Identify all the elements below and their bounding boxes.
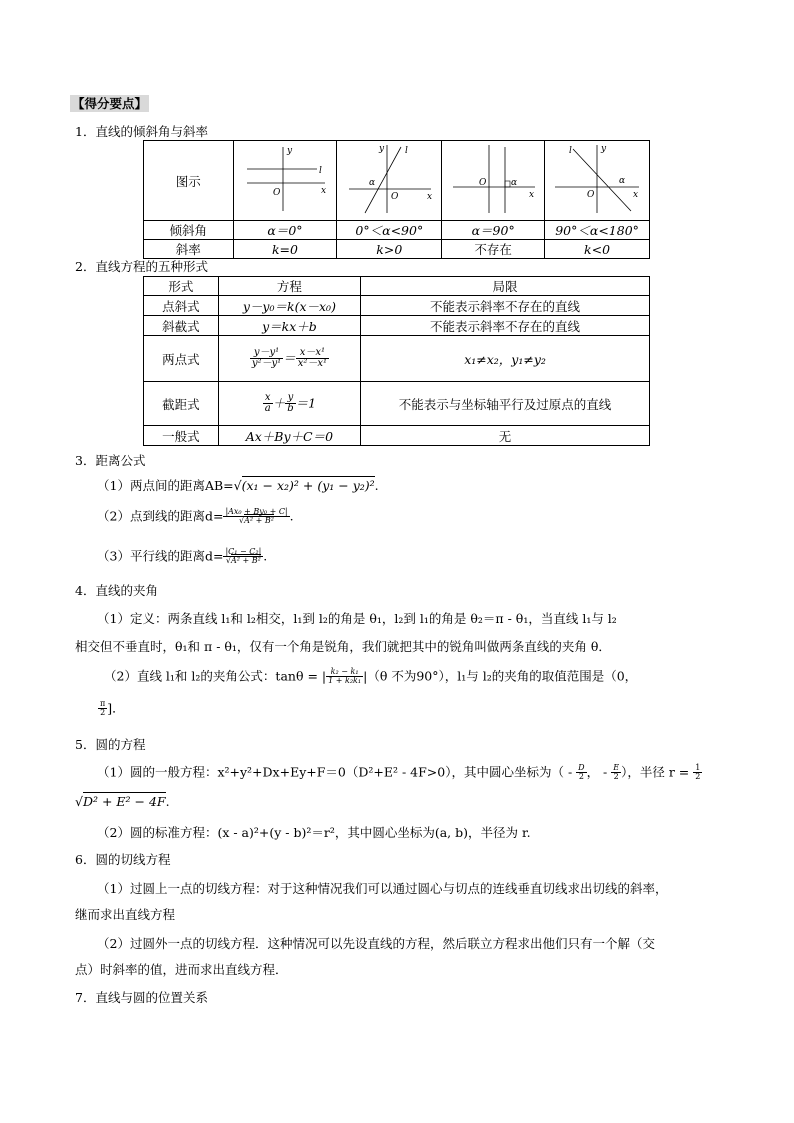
circle-general: （1）圆的一般方程：x²+y²+Dx+Ey+F＝0（D²+E² - 4F>0），其中圆心坐标为（ - $\frac{D}{2}$ ， - $\frac{E}{2}$ ），半径 r = $\frac{1}{2}$	[97, 763, 701, 782]
heading-5: 5．圆的方程	[75, 737, 146, 752]
eq-cell: $\frac{\text{y－y¹}}{\text{y²－y¹}}$ ＝ $\frac{\text{x－x¹}}{\text{x²－x¹}}$	[218, 336, 360, 382]
line-l-label: l	[405, 146, 409, 156]
axis-x-label: x	[633, 190, 639, 200]
circle-standard: （2）圆的标准方程：(x - a)²+(y - b)²＝r²，其中圆心坐标为(a, b)，半径为 r.	[97, 825, 531, 840]
graph-positive	[337, 141, 442, 221]
form-cell: 点斜式	[144, 296, 219, 316]
axis-y-label: y	[379, 144, 385, 154]
graph-negative	[545, 141, 650, 221]
eq-cell: y＝kx＋b	[218, 316, 360, 336]
origin-label: O	[391, 192, 399, 202]
cell-slope-1: k>0	[337, 240, 442, 259]
fraction: $\frac{E}{2}$	[613, 763, 620, 782]
axis-x-label: x	[427, 192, 433, 202]
heading-1: 1．直线的倾斜角与斜率	[75, 124, 208, 139]
axis-x-label: x	[529, 190, 535, 200]
form-cell: 斜截式	[144, 316, 219, 336]
origin-label: O	[587, 190, 595, 200]
distance-two-points: （1）两点间的距离AB=√(x₁ − x₂)² + (y₁ − y₂)².	[97, 478, 379, 493]
graph-positive-svg	[339, 141, 439, 217]
graph-horizontal-svg	[235, 141, 335, 217]
table-row	[144, 316, 650, 336]
graph-horizontal	[233, 141, 337, 221]
distance-point-line: （2）点到线的距离d= $\frac{\text{|Ax₀ + By₀ + C|}}{\text{√A² + B²}}$ .	[97, 507, 294, 526]
line-l-label: l	[569, 146, 572, 156]
fraction: $\frac{\text{|C₁ − C₂|}}{\text{√A² + B²}}$	[225, 547, 262, 566]
section-tag: 【得分要点】	[72, 96, 148, 111]
tangent-line1: （1）过圆上一点的切线方程：对于这种情况我们可以通过圆心与切点的连线垂直切线求出切线的斜率，	[97, 881, 668, 896]
table-row	[144, 426, 650, 446]
fraction: $\frac{\text{|Ax₀ + By₀ + C|}}{\text{√A² + B²}}$	[225, 507, 288, 526]
fraction: $\frac{\text{x－x¹}}{\text{x²－x¹}}$	[297, 346, 327, 369]
distance-parallel: （3）平行线的距离d= $\frac{\text{|C₁ − C₂|}}{\text{√A² + B²}}$ .	[97, 547, 268, 566]
fraction: $\frac{y}{b}$	[287, 391, 294, 414]
form-cell: 截距式	[144, 382, 219, 426]
form-cell: 两点式	[144, 336, 219, 382]
fraction: $\frac{D}{2}$	[578, 763, 585, 782]
graph-negative-svg	[547, 141, 647, 217]
angle-formula: （2）直线 l₁和 l₂的夹角公式：tanθ = | $\frac{\text{k₂ − k₁}}{\text{1 + k₂k₁}}$ |（θ 不为90°），l₁与 l₂的夹角的取值范围是（0，	[104, 667, 638, 686]
fraction: $\frac{\text{k₂ − k₁}}{\text{1 + k₂k₁}}$	[328, 667, 362, 686]
tangent-line2: 继而求出直线方程	[75, 907, 176, 922]
heading-7: 7．直线与圆的位置关系	[75, 990, 208, 1005]
eq-cell: Ax＋By＋C＝0	[218, 426, 360, 446]
eq-cell: $\frac{x}{a}$ ＋ $\frac{y}{b}$ ＝1	[218, 382, 360, 426]
limit-cell: 不能表示与坐标轴平行及过原点的直线	[361, 382, 650, 426]
heading-3: 3．距离公式	[75, 453, 146, 468]
tangent-line4: 点）时斜率的值，进而求出直线方程．	[75, 962, 288, 977]
table-row	[144, 296, 650, 316]
cell-slope-label: 斜率	[144, 240, 234, 259]
axis-x-label: x	[320, 186, 327, 196]
heading-4: 4．直线的夹角	[75, 583, 158, 598]
cell-angle-2: α＝90°	[442, 221, 545, 240]
graph-vertical-svg	[443, 141, 543, 217]
header-limit: 局限	[361, 277, 650, 296]
header-form: 形式	[144, 277, 219, 296]
angle-range-end: $\frac{\pi}{2}$ ]．	[100, 699, 125, 718]
origin-label: O	[479, 178, 487, 188]
cell-angle-0: α＝0°	[233, 221, 337, 240]
cell-graph-label: 图示	[144, 141, 234, 221]
cell-angle-label: 倾斜角	[144, 221, 234, 240]
cell-slope-2: 不存在	[442, 240, 545, 259]
axis-y-label: y	[286, 146, 293, 156]
heading-6: 6．圆的切线方程	[75, 852, 171, 867]
fraction: $\frac{\text{y－y¹}}{\text{y²－y¹}}$	[251, 346, 282, 369]
cell-slope-0: k=0	[233, 240, 337, 259]
alpha-label: α	[619, 176, 626, 186]
eq-cell: y－y₀＝k(x－x₀)	[218, 296, 360, 316]
origin-label: O	[272, 188, 281, 198]
tangent-line3: （2）过圆外一点的切线方程．这种情况可以先设直线的方程，然后联立方程求出他们只有一个解（交	[97, 936, 655, 951]
fraction: $\frac{1}{2}$	[695, 763, 701, 782]
angle-definition-line2: 相交但不垂直时，θ₁和 π - θ₁，仅有一个角是锐角，我们就把其中的锐角叫做两条直线的夹角 θ．	[75, 639, 611, 654]
header-equation: 方程	[218, 277, 360, 296]
alpha-label: α	[369, 178, 376, 188]
alpha-label: α	[511, 178, 518, 188]
line-l-label: l	[318, 166, 322, 176]
cell-angle-3: 90°＜α<180°	[545, 221, 650, 240]
fraction: $\frac{\pi}{2}$	[100, 699, 106, 718]
fraction: $\frac{x}{a}$	[264, 391, 271, 414]
table-row	[144, 382, 650, 426]
angle-definition-line1: （1）定义：两条直线 l₁和 l₂相交，l₁到 l₂的角是 θ₁，l₂到 l₁的角是 θ₂＝π - θ₁，当直线 l₁与 l₂	[97, 611, 617, 626]
table-row	[144, 336, 650, 382]
heading-2: 2．直线方程的五种形式	[75, 259, 208, 274]
circle-radius: √D² + E² − 4F.	[75, 794, 170, 809]
line-forms-table	[143, 276, 650, 446]
cell-slope-3: k<0	[545, 240, 650, 259]
slope-table	[143, 140, 650, 259]
limit-cell: 无	[361, 426, 650, 446]
cell-angle-1: 0°＜α<90°	[337, 221, 442, 240]
axis-y-label: y	[601, 144, 607, 154]
limit-cell: 不能表示斜率不存在的直线	[361, 316, 650, 336]
form-cell: 一般式	[144, 426, 219, 446]
graph-vertical	[442, 141, 545, 221]
limit-cell: 不能表示斜率不存在的直线	[361, 296, 650, 316]
limit-cell: x₁≠x₂，y₁≠y₂	[361, 336, 650, 382]
